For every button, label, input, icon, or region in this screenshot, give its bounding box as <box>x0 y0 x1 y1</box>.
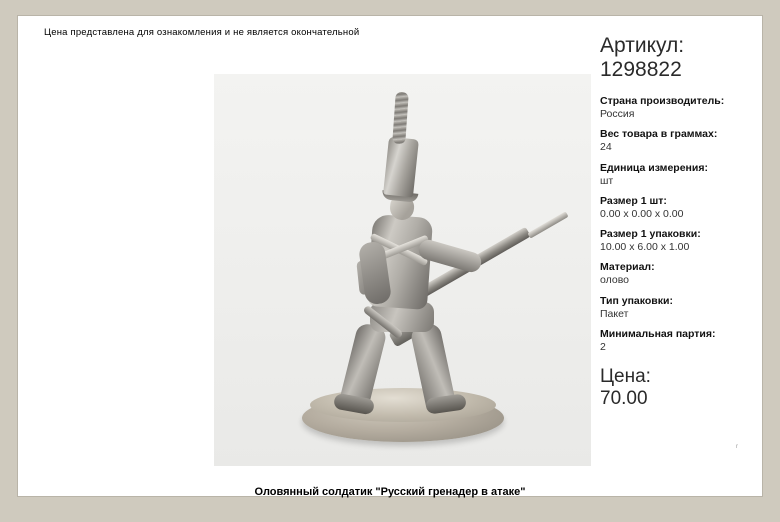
bayonet-shape <box>527 211 568 238</box>
spec-value: олово <box>600 274 629 287</box>
spec-value: 0.00 x 0.00 x 0.00 <box>600 207 684 220</box>
spec-label: Вес товара в граммах: <box>600 128 718 141</box>
price-label: Цена: <box>600 366 651 388</box>
shako-shape <box>383 137 419 198</box>
product-details <box>600 34 758 410</box>
spec-row-package-size <box>600 228 758 254</box>
sku-value: 1298822 <box>600 57 682 81</box>
spec-value: Пакет <box>600 307 629 320</box>
spec-label: Размер 1 шт: <box>600 194 667 207</box>
price-value: 70.00 <box>600 387 648 409</box>
spec-row-min-batch <box>600 328 758 354</box>
price-block <box>600 366 758 410</box>
spec-value: шт <box>600 174 614 187</box>
product-photo[interactable] <box>214 74 591 466</box>
spec-value: 24 <box>600 141 612 154</box>
product-caption: Оловянный солдатик "Русский гренадер в атаке" <box>254 486 526 498</box>
spec-value: Россия <box>600 108 635 121</box>
spec-label: Размер 1 упаковки: <box>600 228 701 241</box>
plume-shape <box>392 92 409 145</box>
spec-row-package-type <box>600 295 758 321</box>
tin-soldier-figure <box>214 74 591 466</box>
spec-row-country <box>600 95 758 121</box>
corner-mark: r <box>736 444 738 450</box>
spec-label: Единица измерения: <box>600 161 708 174</box>
spec-label: Тип упаковки: <box>600 294 673 307</box>
spec-label: Материал: <box>600 261 655 274</box>
spec-label: Минимальная партия: <box>600 327 716 340</box>
price-disclaimer: Цена представлена для ознакомления и не является окончательной <box>44 27 360 38</box>
spec-row-unit <box>600 162 758 188</box>
spec-row-weight <box>600 128 758 154</box>
spec-value: 2 <box>600 340 606 353</box>
spec-value: 10.00 x 6.00 x 1.00 <box>600 241 690 254</box>
spec-label: Страна производитель: <box>600 95 725 108</box>
product-sheet <box>17 15 763 497</box>
spec-row-material <box>600 261 758 287</box>
spec-row-item-size <box>600 195 758 221</box>
sku-label: Артикул: <box>600 34 685 57</box>
